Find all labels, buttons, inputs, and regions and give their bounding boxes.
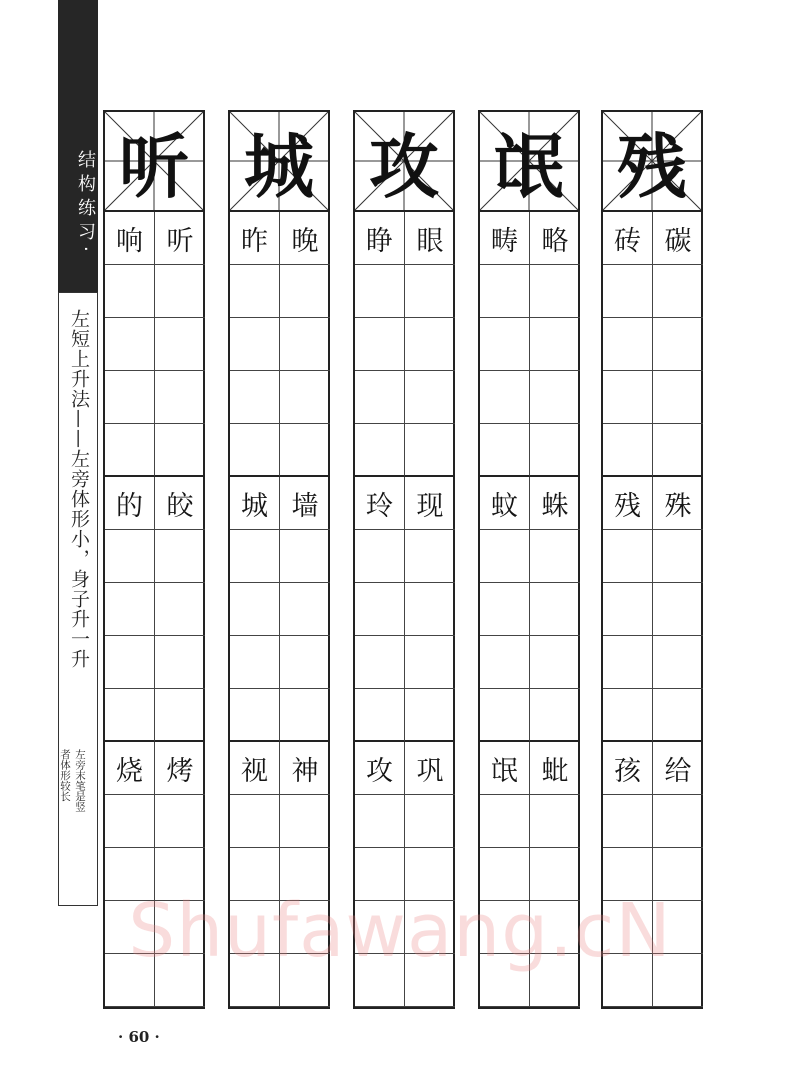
practice-column [478, 110, 580, 1009]
practice-cell [405, 795, 455, 848]
practice-cell [480, 371, 530, 424]
practice-cell [480, 583, 530, 636]
practice-cell [653, 530, 703, 583]
practice-cell [155, 583, 205, 636]
practice-cell [405, 848, 455, 901]
example-character: 的 [105, 477, 155, 530]
practice-cell [405, 954, 455, 1007]
practice-cell [530, 318, 580, 371]
example-character: 墙 [280, 477, 330, 530]
practice-cell [230, 424, 280, 477]
practice-cell [405, 265, 455, 318]
practice-cell [105, 583, 155, 636]
example-character: 给 [653, 742, 703, 795]
practice-cell [480, 954, 530, 1007]
example-character: 神 [280, 742, 330, 795]
example-character: 皎 [155, 477, 205, 530]
example-character: 蚊 [480, 477, 530, 530]
practice-cell [405, 424, 455, 477]
practice-cell [530, 530, 580, 583]
example-character: 玲 [355, 477, 405, 530]
main-character: 攻 [369, 124, 439, 208]
practice-cell [105, 636, 155, 689]
practice-cell [105, 901, 155, 954]
practice-grid [103, 212, 205, 1009]
example-character: 略 [530, 212, 580, 265]
practice-column [601, 110, 703, 1009]
practice-cell [653, 318, 703, 371]
example-character: 砖 [603, 212, 653, 265]
practice-cell [230, 318, 280, 371]
practice-cell [155, 636, 205, 689]
practice-cell [105, 371, 155, 424]
practice-cell [105, 265, 155, 318]
example-character: 攻 [355, 742, 405, 795]
practice-cell [603, 530, 653, 583]
mizige-cell [478, 110, 580, 212]
example-character: 听 [155, 212, 205, 265]
practice-cell [530, 265, 580, 318]
practice-cell [603, 795, 653, 848]
practice-cell [230, 636, 280, 689]
practice-cell [105, 954, 155, 1007]
example-character: 蛛 [530, 477, 580, 530]
practice-cell [355, 954, 405, 1007]
main-character: 听 [119, 124, 189, 208]
practice-cell [603, 371, 653, 424]
practice-grid [478, 212, 580, 1009]
practice-cell [155, 901, 205, 954]
example-character: 蚍 [530, 742, 580, 795]
practice-cell [355, 689, 405, 742]
example-character: 碳 [653, 212, 703, 265]
practice-cell [230, 583, 280, 636]
practice-cell [280, 530, 330, 583]
practice-cell [603, 689, 653, 742]
example-character: 睁 [355, 212, 405, 265]
practice-cell [603, 901, 653, 954]
note-line-2: 者体形较长 [59, 749, 71, 802]
practice-cell [155, 265, 205, 318]
practice-cell [530, 848, 580, 901]
practice-cell [155, 689, 205, 742]
practice-cell [603, 636, 653, 689]
main-character: 氓 [494, 124, 564, 208]
practice-cell [230, 848, 280, 901]
practice-cell [280, 795, 330, 848]
example-character: 晚 [280, 212, 330, 265]
example-character: 响 [105, 212, 155, 265]
practice-cell [405, 901, 455, 954]
example-character: 畴 [480, 212, 530, 265]
example-character: 眼 [405, 212, 455, 265]
practice-cell [405, 636, 455, 689]
series-title-banner [58, 0, 98, 292]
practice-column [103, 110, 205, 1009]
practice-cell [530, 424, 580, 477]
practice-cell [155, 954, 205, 1007]
example-character: 现 [405, 477, 455, 530]
practice-cell [530, 795, 580, 848]
practice-cell [405, 318, 455, 371]
practice-cell [480, 795, 530, 848]
practice-cell [480, 901, 530, 954]
practice-cell [653, 901, 703, 954]
practice-cell [155, 424, 205, 477]
example-character: 烧 [105, 742, 155, 795]
example-character: 视 [230, 742, 280, 795]
mizige-cell [228, 110, 330, 212]
practice-cell [230, 265, 280, 318]
practice-cell [603, 583, 653, 636]
mizige-cell [353, 110, 455, 212]
practice-cell [480, 265, 530, 318]
practice-grid [228, 212, 330, 1009]
practice-cell [530, 901, 580, 954]
practice-cell [230, 371, 280, 424]
practice-cell [355, 530, 405, 583]
practice-cell [280, 636, 330, 689]
page-number: · 60 · [118, 1028, 160, 1046]
practice-column [228, 110, 330, 1009]
practice-cell [480, 424, 530, 477]
practice-cell [230, 689, 280, 742]
practice-cell [355, 371, 405, 424]
practice-cell [105, 318, 155, 371]
example-character: 烤 [155, 742, 205, 795]
example-character: 孩 [603, 742, 653, 795]
practice-cell [355, 848, 405, 901]
practice-cell [653, 583, 703, 636]
practice-cell [230, 954, 280, 1007]
practice-cell [603, 318, 653, 371]
practice-cell [653, 954, 703, 1007]
section-title: 左短上升法——左旁体形小，身子升一升 [68, 309, 90, 669]
practice-cell [653, 795, 703, 848]
practice-cell [105, 689, 155, 742]
practice-grid [353, 212, 455, 1009]
note-line-1: 左旁末笔是竖 [74, 749, 86, 812]
practice-grid [601, 212, 703, 1009]
practice-cell [653, 265, 703, 318]
practice-cell [355, 265, 405, 318]
practice-cell [280, 954, 330, 1007]
practice-cell [155, 795, 205, 848]
practice-cell [653, 689, 703, 742]
practice-cell [480, 318, 530, 371]
practice-cell [405, 371, 455, 424]
practice-cell [280, 318, 330, 371]
practice-cell [105, 424, 155, 477]
practice-cell [405, 689, 455, 742]
practice-cell [105, 530, 155, 583]
practice-cell [653, 848, 703, 901]
practice-cell [280, 689, 330, 742]
practice-cell [230, 795, 280, 848]
practice-cell [653, 424, 703, 477]
example-character: 城 [230, 477, 280, 530]
practice-cell [280, 371, 330, 424]
practice-cell [603, 265, 653, 318]
practice-cell [230, 530, 280, 583]
practice-cell [603, 954, 653, 1007]
practice-cell [155, 371, 205, 424]
practice-cell [280, 424, 330, 477]
practice-cell [355, 901, 405, 954]
practice-cell [530, 636, 580, 689]
practice-cell [480, 848, 530, 901]
practice-cell [355, 318, 405, 371]
practice-cell [603, 848, 653, 901]
main-character: 残 [617, 124, 687, 208]
example-character: 残 [603, 477, 653, 530]
practice-cell [530, 689, 580, 742]
practice-cell [480, 530, 530, 583]
main-character: 城 [244, 124, 314, 208]
practice-cell [155, 848, 205, 901]
practice-cell [405, 583, 455, 636]
practice-cell [155, 318, 205, 371]
practice-cell [230, 901, 280, 954]
practice-cell [355, 424, 405, 477]
practice-cell [280, 265, 330, 318]
practice-cell [603, 424, 653, 477]
example-character: 巩 [405, 742, 455, 795]
section-sidebar [58, 292, 98, 906]
practice-cell [480, 689, 530, 742]
practice-cell [530, 954, 580, 1007]
practice-cell [105, 795, 155, 848]
watermark: Shufawang.cN [128, 888, 672, 974]
example-character: 殊 [653, 477, 703, 530]
mizige-cell [103, 110, 205, 212]
practice-cell [653, 371, 703, 424]
practice-cell [280, 901, 330, 954]
practice-cell [355, 795, 405, 848]
section-note [57, 749, 87, 812]
practice-cell [530, 371, 580, 424]
practice-cell [155, 530, 205, 583]
practice-cell [355, 583, 405, 636]
practice-cell [530, 583, 580, 636]
series-title: 结构练习· [75, 150, 96, 258]
practice-cell [280, 583, 330, 636]
practice-cell [653, 636, 703, 689]
example-character: 昨 [230, 212, 280, 265]
practice-cell [355, 636, 405, 689]
practice-cell [105, 848, 155, 901]
practice-cell [280, 848, 330, 901]
practice-column [353, 110, 455, 1009]
practice-cell [480, 636, 530, 689]
mizige-cell [601, 110, 703, 212]
practice-cell [405, 530, 455, 583]
example-character: 氓 [480, 742, 530, 795]
